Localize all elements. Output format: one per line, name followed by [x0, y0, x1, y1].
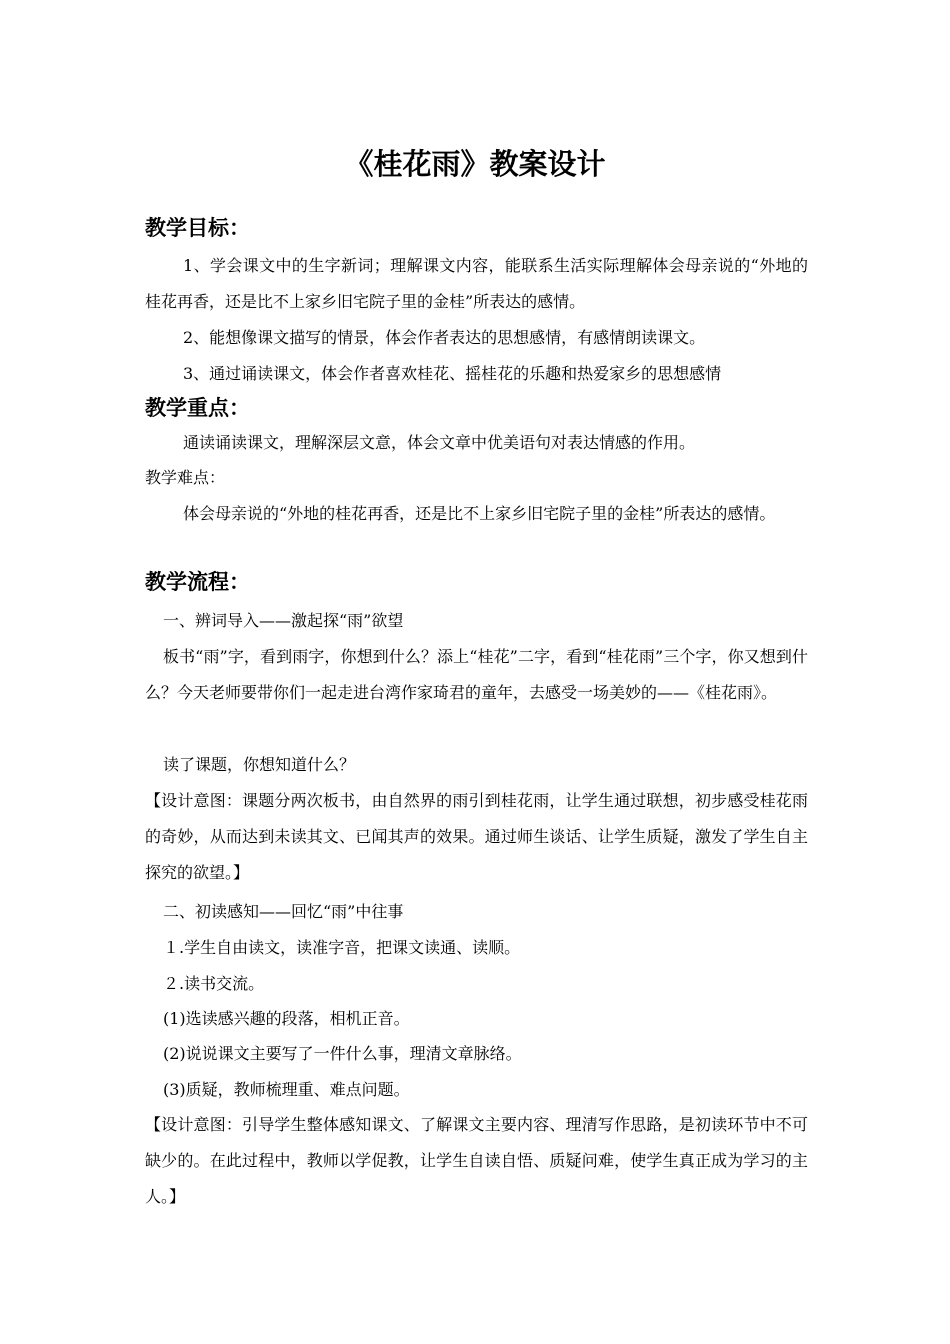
difficulties-heading: 教学难点： — [145, 468, 226, 487]
section-2-substep-1: (1)选读感兴趣的段落，相机正音。 — [163, 1009, 410, 1028]
section-2-step-2: ２.读书交流。 — [163, 974, 265, 993]
section-2-step-1: １.学生自由读文，读准字音，把课文读通、读顺。 — [163, 938, 521, 957]
section-1-design-intent: 【设计意图：课题分两次板书，由自然界的雨引到桂花雨，让学生通过联想，初步感受桂花雨的奇妙，从而达到未读其文、已闻其声的效果。通过师生谈话、让学生质疑，激发了学生自主探究的欲望。】 — [145, 791, 808, 882]
section-2-substep-2: (2)说说课文主要写了一件什么事，理清文章脉络。 — [163, 1044, 522, 1063]
section-2-design-intent: 【设计意图：引导学生整体感知课文、了解课文主要内容、理清写作思路，是初读环节中不可缺少的。在此过程中，教师以学促教，让学生自读自悟、质疑问难，使学生真正成为学习的主人。】 — [145, 1115, 808, 1206]
objective-3: 3、通过诵读课文，体会作者喜欢桂花、摇桂花的乐趣和热爱家乡的思想感情 — [183, 364, 722, 383]
section-1-title: 一、辨词导入——激起探“雨”欲望 — [163, 611, 404, 630]
section-1-paragraph: 板书“雨”字，看到雨字，你想到什么？添上“桂花”二字，看到“桂花雨”三个字，你又想到什么？今天老师要带你们一起走进台湾作家琦君的童年，去感受一场美妙的——《桂花雨》。 — [145, 647, 808, 702]
process-heading: 教学流程： — [145, 570, 250, 594]
page-title: 《桂花雨》教案设计 — [344, 147, 606, 181]
section-1-question: 读了课题，你想知道什么？ — [163, 755, 356, 774]
difficulties-text: 体会母亲说的“外地的桂花再香，还是比不上家乡旧宅院子里的金桂”所表达的感情。 — [183, 504, 776, 523]
objective-2: 2、能想像课文描写的情景，体会作者表达的思想感情，有感情朗读课文。 — [183, 328, 706, 347]
key-points-heading: 教学重点： — [145, 396, 250, 420]
section-2-title: 二、初读感知——回忆“雨”中往事 — [163, 902, 404, 921]
section-2-substep-3: (3)质疑，教师梳理重、难点问题。 — [163, 1080, 410, 1099]
objectives-heading: 教学目标： — [145, 216, 250, 240]
objective-1: 1、学会课文中的生字新词；理解课文内容，能联系生活实际理解体会母亲说的“外地的桂花再香，还是比不上家乡旧宅院子里的金桂”所表达的感情。 — [145, 256, 808, 311]
key-points-text: 通读诵读课文，理解深层文意，体会文章中优美语句对表达情感的作用。 — [183, 433, 696, 452]
